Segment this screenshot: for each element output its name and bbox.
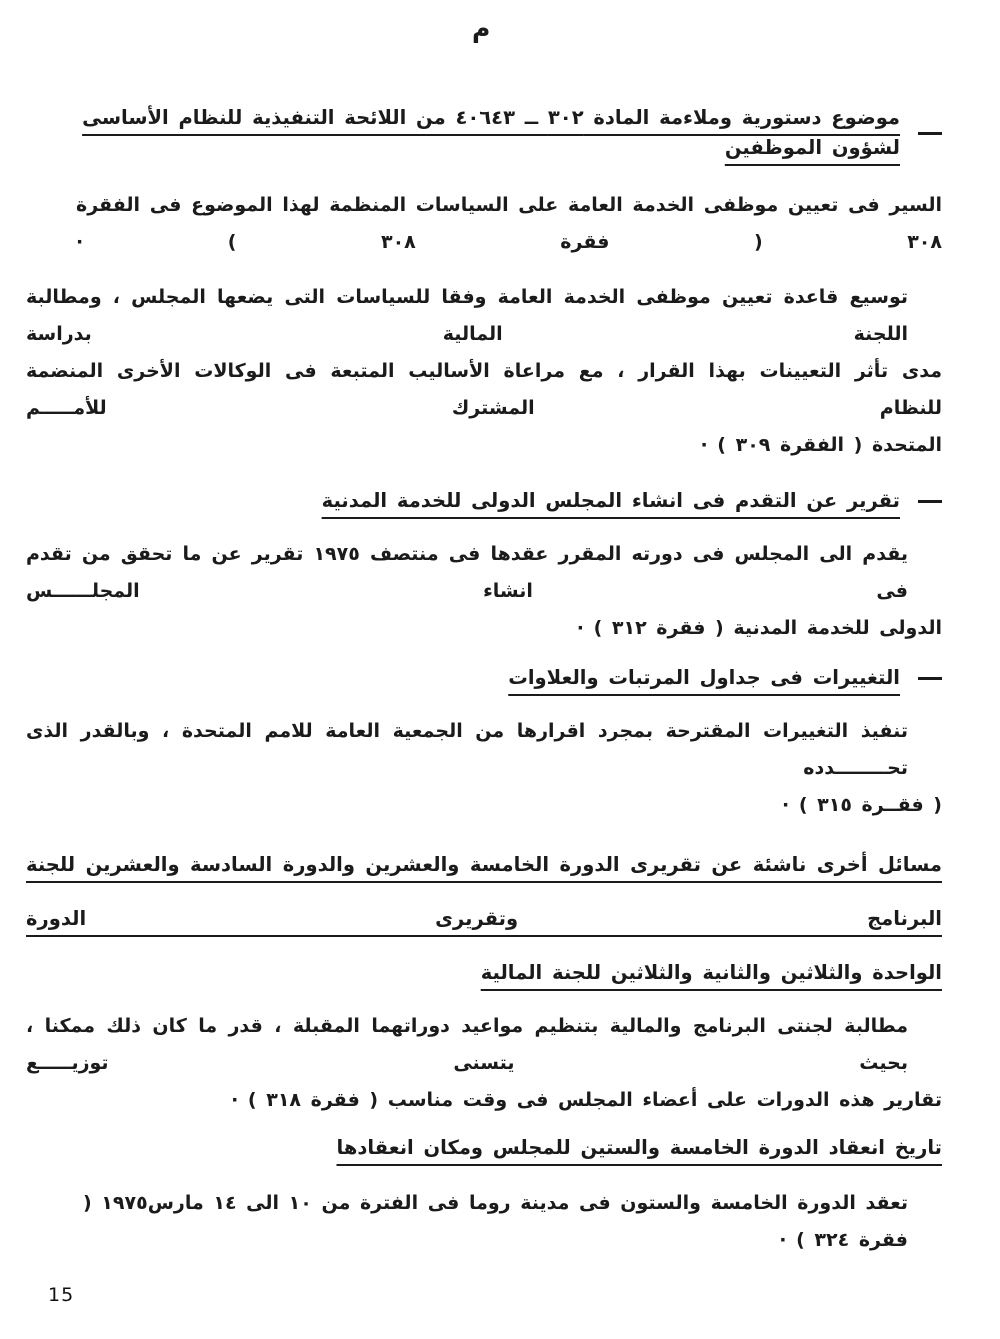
section-heading-text: التغييرات فى جداول المرتبات والعلاوات xyxy=(508,666,900,689)
section-heading-salary-scales xyxy=(26,663,942,693)
paragraph xyxy=(26,1008,942,1119)
section-heading-text-line1: مسائل أخرى ناشئة عن تقريرى الدورة الخامسة والعشرين والدورة السادسة والعشرين للجنة البرنامج وتقريرى الدورة xyxy=(26,853,942,930)
paragraph xyxy=(26,713,942,824)
paragraph-line: مدى تأثر التعيينات بهذا القرار ، مع مراعاة الأساليب المتبعة فى الوكالات الأخرى المنضمة للنظام المشترك للأمـــــم xyxy=(26,360,942,419)
paragraph-line: الدولى للخدمة المدنية ( فقرة ٣١٢ ) · xyxy=(576,617,942,639)
paragraph-line: يقدم الى المجلس فى دورته المقرر عقدها فى منتصف ١٩٧٥ تقرير عن ما تحقق من تقدم فى انشاء المجلــــــس xyxy=(26,543,908,602)
paragraph-line: المتحدة ( الفقرة ٣٠٩ ) · xyxy=(700,434,942,456)
paragraph-line: تقارير هذه الدورات على أعضاء المجلس فى وقت مناسب ( فقرة ٣١٨ ) · xyxy=(231,1089,942,1111)
page-marker-top: م xyxy=(472,14,491,43)
paragraph-line: توسيع قاعدة تعيين موظفى الخدمة العامة وفقا للسياسات التى يضعها المجلس ، ومطالبة اللجنة المالية بدراسة xyxy=(26,286,908,345)
section-heading-text: موضوع دستورية وملاءمة المادة ٣٠٢ ــ ٤٠٦٤٣ من اللائحة التنفيذية للنظام الأساسى لشؤون الموظفين xyxy=(82,106,900,159)
section-heading-staff-regulations xyxy=(26,103,942,163)
page-number: 15 xyxy=(48,1284,75,1306)
section-heading-text-line2: الواحدة والثلاثين والثانية والثلاثين للجنة المالية xyxy=(480,961,942,984)
paragraph-line: السير فى تعيين موظفى الخدمة العامة على السياسات المنظمة لهذا الموضوع فى الفقرة ٣٠٨ ( فقرة ٣٠٨ ) · xyxy=(76,194,942,253)
paragraph xyxy=(26,187,942,261)
paragraph-line: تنفيذ التغييرات المقترحة بمجرد اقرارها من الجمعية العامة للامم المتحدة ، وبالقدر الذى تحــــــــدده xyxy=(26,720,908,779)
heading-dash-marker xyxy=(918,500,942,503)
paragraph-line: تعقد الدورة الخامسة والستون فى مدينة روما فى الفترة من ١٠ الى ١٤ مارس١٩٧٥ ( فقرة ٣٢٤ ) · xyxy=(82,1192,908,1251)
paragraph xyxy=(26,279,942,464)
section-heading-text: تقرير عن التقدم فى انشاء المجلس الدولى للخدمة المدنية xyxy=(321,489,900,512)
document-body xyxy=(26,96,942,1259)
section-heading-session-date-place xyxy=(26,1133,942,1163)
heading-dash-marker xyxy=(918,132,942,135)
section-heading-text: تاريخ انعقاد الدورة الخامسة والستين للمجلس ومكان انعقادها xyxy=(336,1136,942,1159)
paragraph xyxy=(26,1185,942,1259)
paragraph-line: مطالبة لجنتى البرنامج والمالية بتنظيم مواعيد دوراتهما المقبلة ، قدر ما كان ذلك ممكنا ، بحيث يتسنى توزيـــــع xyxy=(26,1015,908,1074)
heading-dash-marker xyxy=(918,677,942,680)
section-heading-other-matters xyxy=(26,838,942,1000)
paragraph xyxy=(26,536,942,647)
section-heading-civil-service-council xyxy=(26,486,942,516)
paragraph-line: ( فقــرة ٣١٥ ) · xyxy=(782,794,942,816)
